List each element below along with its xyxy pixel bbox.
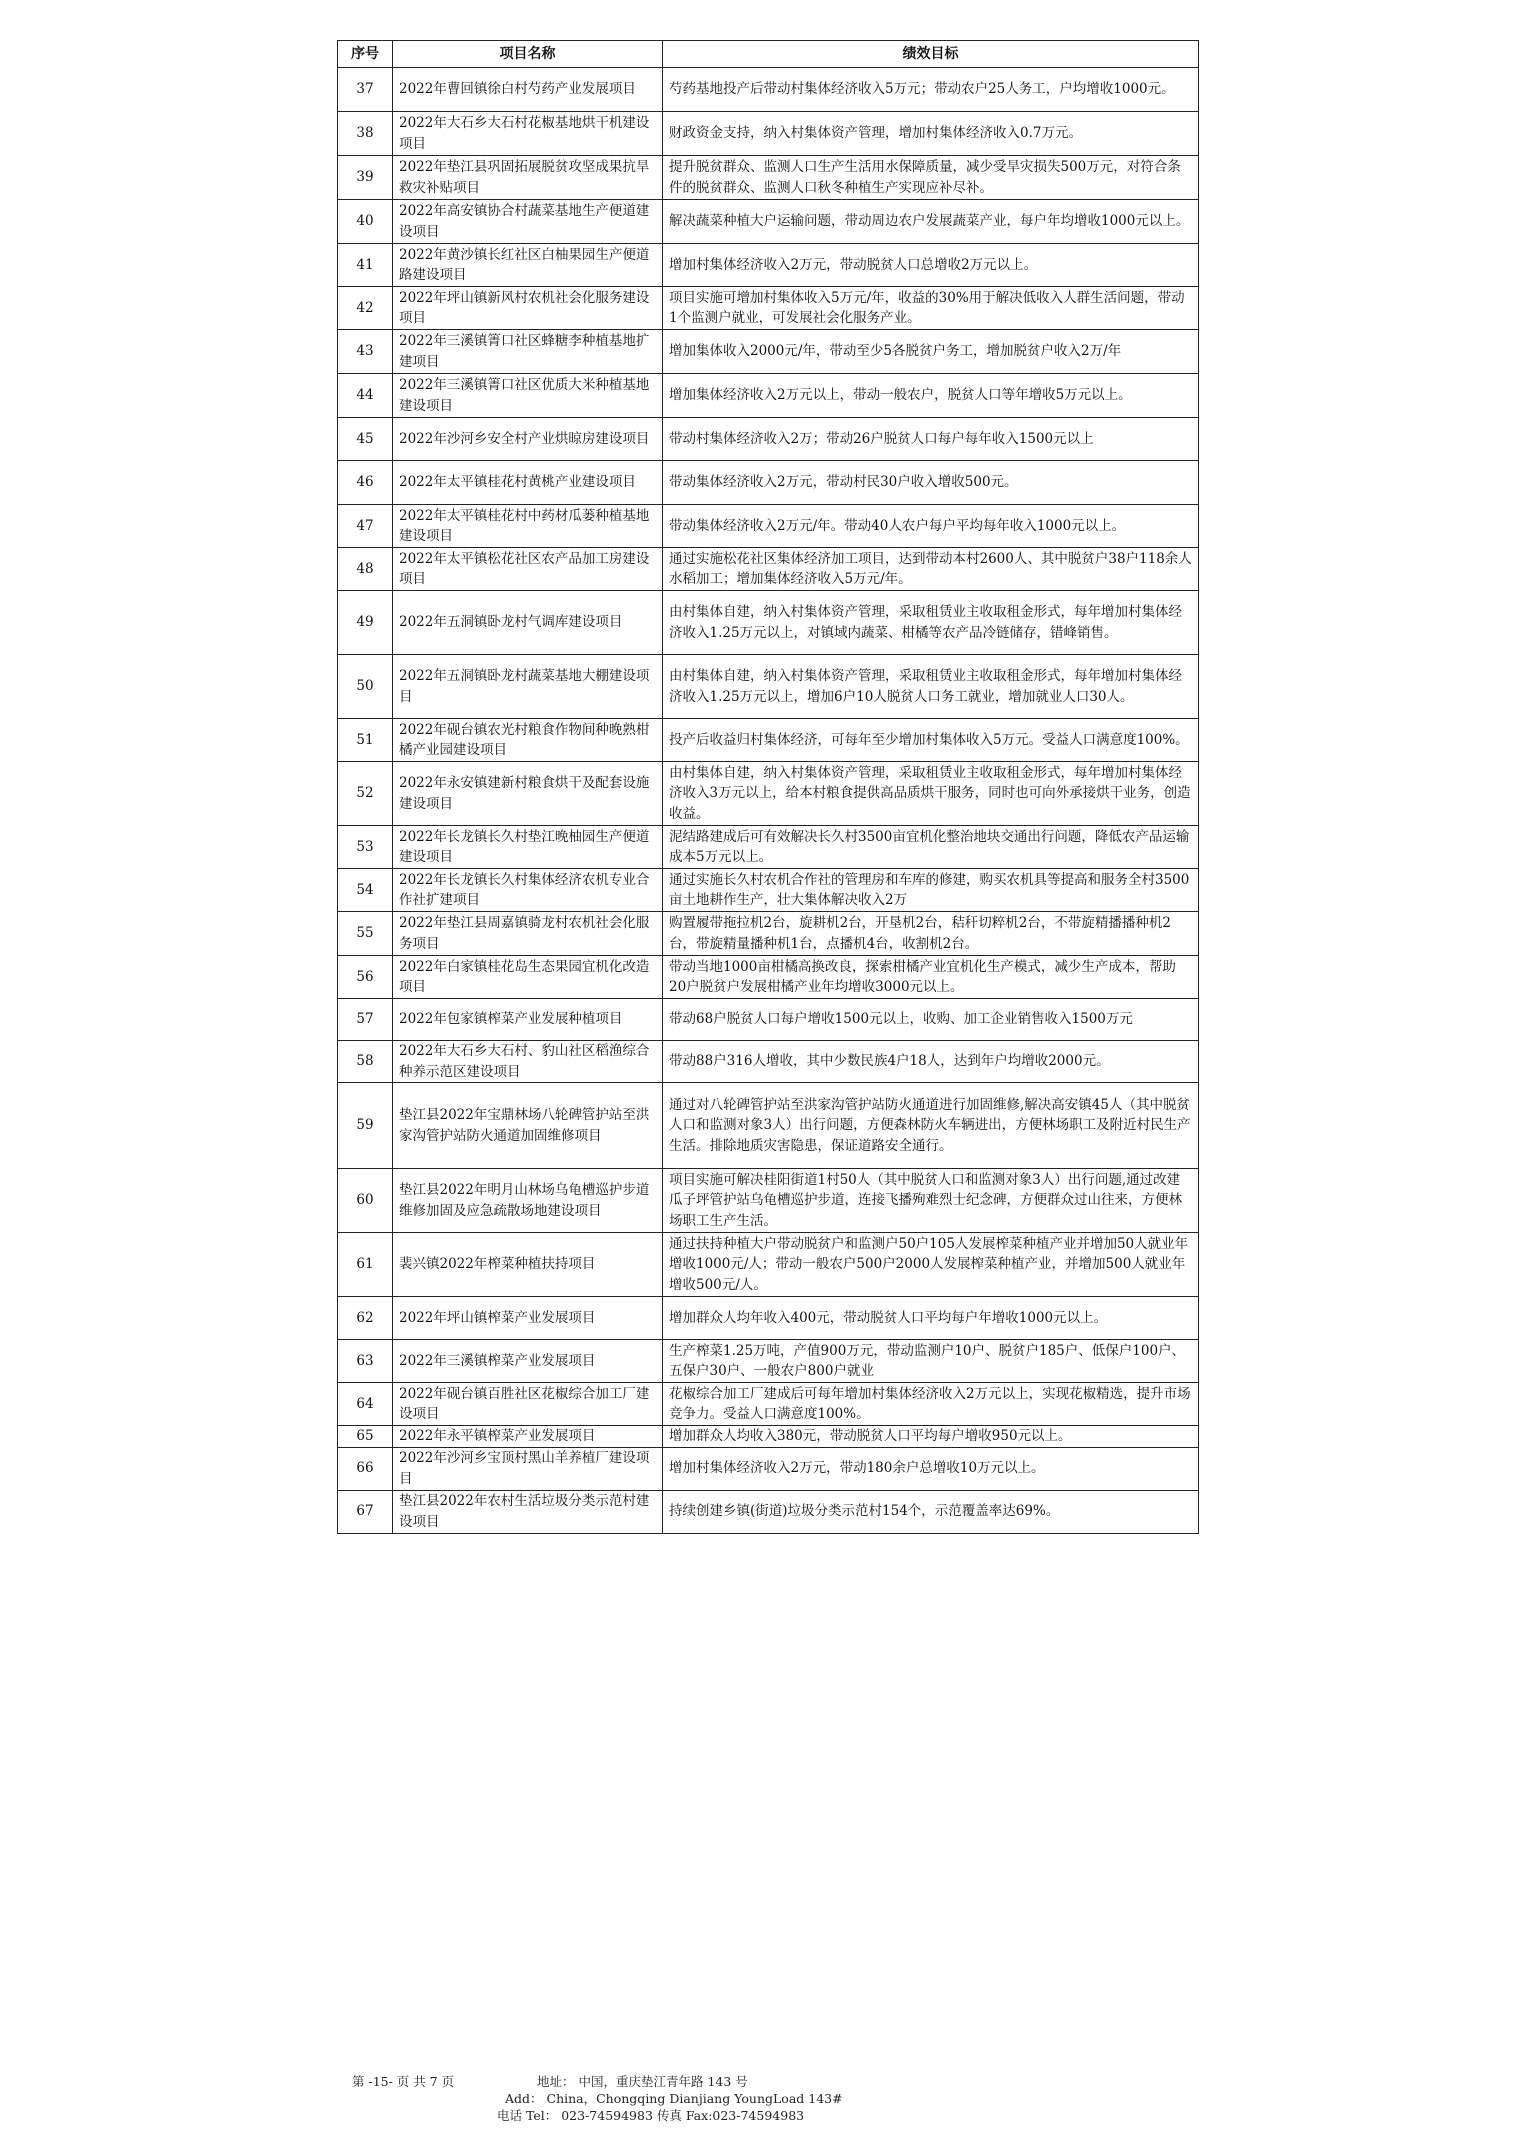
header-project-name: 项目名称 (393, 41, 663, 68)
table-row (338, 156, 1199, 200)
row-number: 59 (338, 1083, 393, 1169)
table-row (338, 719, 1199, 762)
project-name-cell: 2022年永安镇建新村粮食烘干及配套设施建设项目 (393, 762, 663, 826)
row-number: 65 (338, 1426, 393, 1448)
address-en: Add： China，Chongqing Dianjiang YoungLoad 143# (505, 2091, 843, 2106)
performance-goal-cell: 增加群众人均年收入400元，带动脱贫人口平均每户年增收1000元以上。 (663, 1297, 1199, 1340)
performance-goal-cell: 带动当地1000亩柑橘高换改良，探索柑橘产业宜机化生产模式，减少生产成本，帮助20户脱贫户发展柑橘产业年均增收3000元以上。 (663, 956, 1199, 999)
project-name-cell: 2022年太平镇桂花村中药材瓜蒌种植基地建设项目 (393, 505, 663, 548)
performance-goal-cell: 增加集体经济收入2万元以上，带动一般农户，脱贫人口等年增收5万元以上。 (663, 374, 1199, 418)
performance-goal-cell: 项目实施可解决桂阳街道1村50人（其中脱贫人口和监测对象3人）出行问题,通过改建瓜子坪管护站乌龟槽巡护步道，连接飞播殉难烈士纪念碑，方便群众过山往来，方便林场职工生产生活。 (663, 1169, 1199, 1233)
row-number: 42 (338, 287, 393, 330)
project-name-cell: 2022年坪山镇榨菜产业发展项目 (393, 1297, 663, 1340)
project-name-cell: 2022年高安镇协合村蔬菜基地生产便道建设项目 (393, 200, 663, 244)
performance-goal-cell: 投产后收益归村集体经济，可每年至少增加村集体收入5万元。受益人口满意度100%。 (663, 719, 1199, 762)
table-row (338, 1083, 1199, 1169)
table-header-row (338, 41, 1199, 68)
table-row (338, 1383, 1199, 1426)
table-row (338, 869, 1199, 912)
performance-goal-cell: 持续创建乡镇(街道)垃圾分类示范村154个，示范覆盖率达69%。 (663, 1490, 1199, 1533)
performance-goal-cell: 财政资金支持，纳入村集体资产管理，增加村集体经济收入0.7万元。 (663, 112, 1199, 156)
row-number: 63 (338, 1340, 393, 1383)
row-number: 41 (338, 244, 393, 287)
project-name-cell: 2022年太平镇松花社区农产品加工房建设项目 (393, 548, 663, 591)
project-name-cell: 2022年沙河乡安全村产业烘晾房建设项目 (393, 418, 663, 461)
project-name-cell: 2022年长龙镇长久村集体经济农机专业合作社扩建项目 (393, 869, 663, 912)
row-number: 62 (338, 1297, 393, 1340)
row-number: 50 (338, 655, 393, 719)
performance-goal-cell: 由村集体自建，纳入村集体资产管理，采取租赁业主收取租金形式，每年增加村集体经济收入3万元以上，给本村粮食提供高品质烘干服务，同时也可向外承接烘干业务，创造收益。 (663, 762, 1199, 826)
row-number: 57 (338, 999, 393, 1041)
project-name-cell: 2022年垫江县巩固拓展脱贫攻坚成果抗旱救灾补贴项目 (393, 156, 663, 200)
performance-goal-cell: 由村集体自建，纳入村集体资产管理，采取租赁业主收取租金形式，每年增加村集体经济收入1.25万元以上，对镇域内蔬菜、柑橘等农产品冷链储存，错峰销售。 (663, 591, 1199, 655)
row-number: 60 (338, 1169, 393, 1233)
header-performance-goal: 绩效目标 (663, 41, 1199, 68)
performance-goal-cell: 项目实施可增加村集体收入5万元/年，收益的30%用于解决低收入人群生活问题，带动1个监测户就业，可发展社会化服务产业。 (663, 287, 1199, 330)
row-number: 38 (338, 112, 393, 156)
table-row (338, 1169, 1199, 1233)
table-row (338, 1340, 1199, 1383)
performance-goal-cell: 泥结路建成后可有效解决长久村3500亩宜机化整治地块交通出行问题，降低农产品运输成本5万元以上。 (663, 826, 1199, 869)
table-row (338, 548, 1199, 591)
project-name-cell: 垫江县2022年宝鼎林场八轮碑管护站至洪家沟管护站防火通道加固维修项目 (393, 1083, 663, 1169)
project-name-cell: 2022年五洞镇卧龙村蔬菜基地大棚建设项目 (393, 655, 663, 719)
row-number: 49 (338, 591, 393, 655)
project-name-cell: 2022年三溪镇榨菜产业发展项目 (393, 1340, 663, 1383)
project-name-cell: 垫江县2022年明月山林场乌龟槽巡护步道维修加固及应急疏散场地建设项目 (393, 1169, 663, 1233)
performance-goal-cell: 通过扶持种植大户带动脱贫户和监测户50户105人发展榨菜种植产业并增加50人就业年增收1000元/人；带动一般农户500户2000人发展榨菜种植产业，并增加500人就业年增收500元/人。 (663, 1233, 1199, 1297)
project-name-cell: 2022年黄沙镇长红社区白柚果园生产便道路建设项目 (393, 244, 663, 287)
performance-goal-cell: 增加村集体经济收入2万元，带动脱贫人口总增收2万元以上。 (663, 244, 1199, 287)
page-number: 第 -15- 页 共 7 页 (352, 2074, 455, 2089)
table-row (338, 826, 1199, 869)
project-name-cell: 2022年坪山镇新风村农机社会化服务建设项目 (393, 287, 663, 330)
row-number: 58 (338, 1041, 393, 1083)
table-row (338, 418, 1199, 461)
row-number: 54 (338, 869, 393, 912)
table-row (338, 1426, 1199, 1448)
contact-info: 电话 Tel： 023-74594983 传真 Fax:023-74594983 (497, 2108, 805, 2123)
performance-goal-cell: 提升脱贫群众、监测人口生产生活用水保障质量，减少受旱灾损失500万元，对符合条件的脱贫群众、监测人口秋冬种植生产实现应补尽补。 (663, 156, 1199, 200)
row-number: 45 (338, 418, 393, 461)
table-row (338, 244, 1199, 287)
project-name-cell: 2022年三溪镇箐口社区蜂糖李种植基地扩建项目 (393, 330, 663, 374)
table-row (338, 1447, 1199, 1490)
table-row (338, 956, 1199, 999)
performance-goal-cell: 带动集体经济收入2万元/年。带动40人农户每户平均每年收入1000元以上。 (663, 505, 1199, 548)
row-number: 40 (338, 200, 393, 244)
table-row (338, 912, 1199, 956)
project-name-cell: 2022年砚台镇农光村粮食作物间种晚熟柑橘产业园建设项目 (393, 719, 663, 762)
project-name-cell: 2022年沙河乡宝顶村黑山羊养植厂建设项目 (393, 1447, 663, 1490)
performance-goal-cell: 带动68户脱贫人口每户增收1500元以上，收购、加工企业销售收入1500万元 (663, 999, 1199, 1041)
table-row (338, 1490, 1199, 1533)
row-number: 61 (338, 1233, 393, 1297)
row-number: 55 (338, 912, 393, 956)
table-row (338, 1297, 1199, 1340)
project-name-cell: 2022年包家镇榨菜产业发展种植项目 (393, 999, 663, 1041)
project-name-cell: 2022年永平镇榨菜产业发展项目 (393, 1426, 663, 1448)
project-name-cell: 2022年垫江县周嘉镇骑龙村农机社会化服务项目 (393, 912, 663, 956)
table-row (338, 999, 1199, 1041)
performance-goal-cell: 带动村集体经济收入2万；带动26户脱贫人口每户每年收入1500元以上 (663, 418, 1199, 461)
table-row (338, 374, 1199, 418)
project-name-cell: 2022年曹回镇徐白村芍药产业发展项目 (393, 68, 663, 112)
table-row (338, 68, 1199, 112)
project-name-cell: 2022年长龙镇长久村垫江晚柚园生产便道建设项目 (393, 826, 663, 869)
page-footer (352, 2073, 843, 2124)
table-row (338, 655, 1199, 719)
row-number: 67 (338, 1490, 393, 1533)
performance-goal-cell: 由村集体自建，纳入村集体资产管理，采取租赁业主收取租金形式，每年增加村集体经济收入1.25万元以上，增加6户10人脱贫人口务工就业，增加就业人口30人。 (663, 655, 1199, 719)
project-name-cell: 2022年五洞镇卧龙村气调库建设项目 (393, 591, 663, 655)
table-body (338, 68, 1199, 1534)
table-row (338, 762, 1199, 826)
performance-goal-cell: 解决蔬菜种植大户运输问题，带动周边农户发展蔬菜产业，每户年均增收1000元以上。 (663, 200, 1199, 244)
project-name-cell: 2022年大石乡大石村、豹山社区稻渔综合种养示范区建设项目 (393, 1041, 663, 1083)
row-number: 66 (338, 1447, 393, 1490)
project-name-cell: 垫江县2022年农村生活垃圾分类示范村建设项目 (393, 1490, 663, 1533)
row-number: 48 (338, 548, 393, 591)
performance-goal-cell: 花椒综合加工厂建成后可每年增加村集体经济收入2万元以上，实现花椒精选，提升市场竞争力。受益人口满意度100%。 (663, 1383, 1199, 1426)
row-number: 37 (338, 68, 393, 112)
row-number: 52 (338, 762, 393, 826)
row-number: 46 (338, 461, 393, 505)
performance-goal-cell: 通过实施长久村农机合作社的管理房和车库的修建，购买农机具等提高和服务全村3500亩土地耕作生产，壮大集体解决收入2万 (663, 869, 1199, 912)
performance-goal-cell: 增加集体收入2000元/年，带动至少5各脱贫户务工，增加脱贫户收入2万/年 (663, 330, 1199, 374)
table-row (338, 1233, 1199, 1297)
row-number: 44 (338, 374, 393, 418)
row-number: 56 (338, 956, 393, 999)
table-row (338, 112, 1199, 156)
project-name-cell: 2022年大石乡大石村花椒基地烘干机建设项目 (393, 112, 663, 156)
project-name-cell: 2022年砚台镇百胜社区花椒综合加工厂建设项目 (393, 1383, 663, 1426)
table-row (338, 200, 1199, 244)
performance-goal-cell: 购置履带拖拉机2台，旋耕机2台，开垦机2台，秸秆切粹机2台，不带旋精播播种机2台，带旋精量播种机1台，点播机4台，收割机2台。 (663, 912, 1199, 956)
table-row (338, 330, 1199, 374)
performance-goal-cell: 带动88户316人增收，其中少数民族4户18人，达到年户均增收2000元。 (663, 1041, 1199, 1083)
project-name-cell: 2022年三溪镇箐口社区优质大米种植基地建设项目 (393, 374, 663, 418)
performance-goal-cell: 增加群众人均收入380元，带动脱贫人口平均每户增收950元以上。 (663, 1426, 1199, 1448)
row-number: 53 (338, 826, 393, 869)
table-row (338, 591, 1199, 655)
project-table-container (337, 40, 1198, 1534)
table-row (338, 461, 1199, 505)
table-row (338, 287, 1199, 330)
row-number: 64 (338, 1383, 393, 1426)
address-cn: 地址： 中国，重庆垫江青年路 143 号 (537, 2074, 748, 2089)
performance-goal-cell: 增加村集体经济收入2万元，带动180余户总增收10万元以上。 (663, 1447, 1199, 1490)
row-number: 51 (338, 719, 393, 762)
performance-goal-cell: 生产榨菜1.25万吨，产值900万元，带动监测户10户、脱贫户185户、低保户100户、五保户30户、一般农户800户就业 (663, 1340, 1199, 1383)
project-table (337, 40, 1199, 1534)
table-row (338, 505, 1199, 548)
performance-goal-cell: 带动集体经济收入2万元，带动村民30户收入增收500元。 (663, 461, 1199, 505)
performance-goal-cell: 通过实施松花社区集体经济加工项目，达到带动本村2600人、其中脱贫户38户118余人水稻加工；增加集体经济收入5万元/年。 (663, 548, 1199, 591)
row-number: 47 (338, 505, 393, 548)
performance-goal-cell: 芍药基地投产后带动村集体经济收入5万元；带动农户25人务工，户均增收1000元。 (663, 68, 1199, 112)
table-row (338, 1041, 1199, 1083)
project-name-cell: 2022年白家镇桂花岛生态果园宜机化改造项目 (393, 956, 663, 999)
row-number: 43 (338, 330, 393, 374)
row-number: 39 (338, 156, 393, 200)
performance-goal-cell: 通过对八轮碑管护站至洪家沟管护站防火通道进行加固维修,解决高安镇45人（其中脱贫人口和监测对象3人）出行问题，方便森林防火车辆进出，方便林场职工及附近村民生产生活。排除地质灾害隐患，保证道路安全通行。 (663, 1083, 1199, 1169)
project-name-cell: 裴兴镇2022年榨菜种植扶持项目 (393, 1233, 663, 1297)
header-no: 序号 (338, 41, 393, 68)
project-name-cell: 2022年太平镇桂花村黄桃产业建设项目 (393, 461, 663, 505)
